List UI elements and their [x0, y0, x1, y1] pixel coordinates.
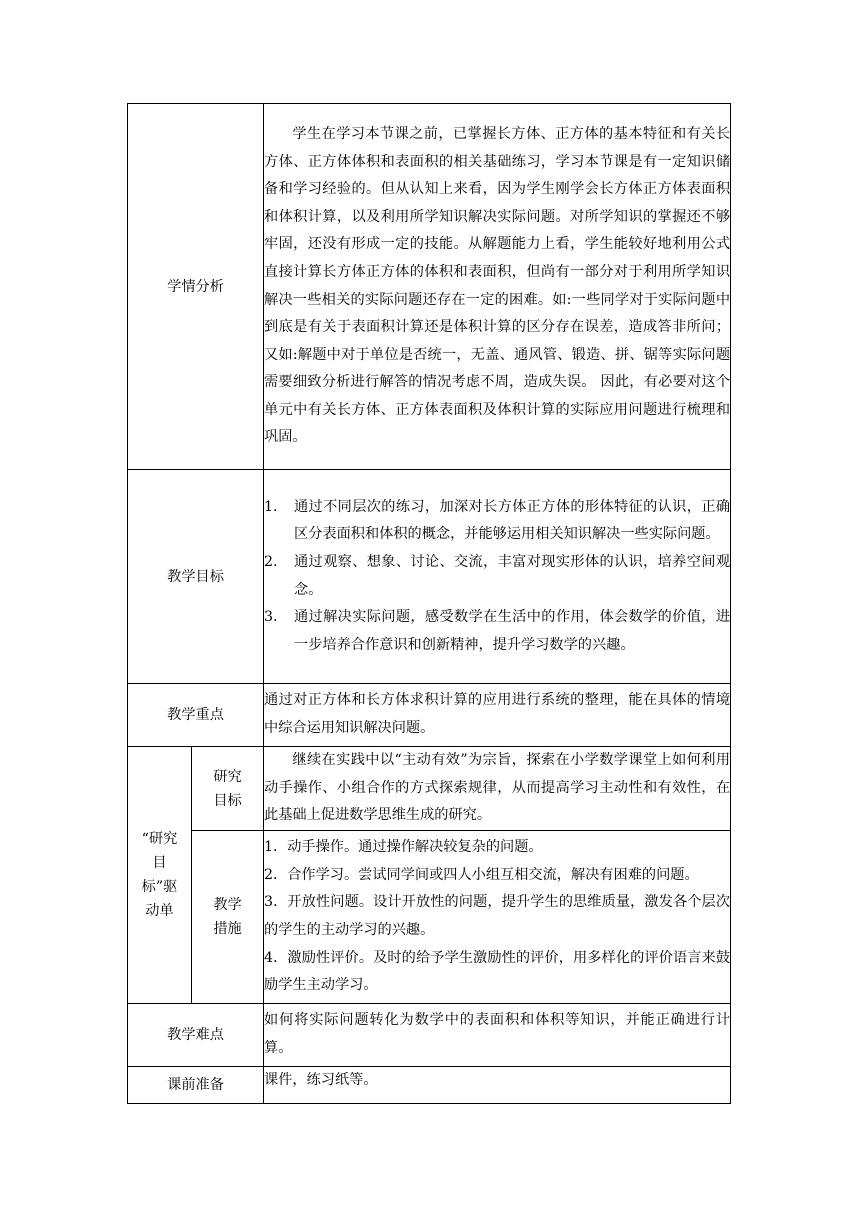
- goal-text: 通过观察、想象、讨论、交流，丰富对现实形体的认识，培养空间观念。: [294, 553, 731, 598]
- measures-label: [192, 831, 264, 1004]
- goals-label: 教学目标: [128, 470, 264, 684]
- focus-label: 教学重点: [128, 684, 264, 747]
- row-teaching-difficulty: [128, 1004, 731, 1067]
- difficulty-text: 如何将实际问题转化为数学中的表面积和体积等知识，并能正确进行计算。: [264, 1012, 731, 1056]
- difficulty-label: 教学难点: [128, 1004, 264, 1067]
- prep-text: 课件，练习纸等。: [264, 1072, 378, 1088]
- situation-text: 学生在学习本节课之前，已掌握长方体、正方体的基本特征和有关长方体、正方体体积和表面积的相关基础练习，学习本节课是有一定知识储备和学习经验的。但从认知上来看，因为学生刚学会长方体正方体表面积和体积计算，以及利用所学知识解决实际问题。对所学知识的掌握还不够牢固，还没有形成一定的技能。从解题能力上看，学生能较好地利用公式直接计算长方体正方体的体积和表面积，但尚有一部分对于利用所学知识解决一些相关的实际问题还存在一定的困难。如:一些同学对于实际问题中到底是有关于表面积计算还是体积计算的区分存在误差，造成答非所问；又如:解题中对于单位是否统一，无盖、通风管、锻造、拼、锯等实际问题需要细致分析进行解答的情况考虑不周，造成失误。 因此，有必要对这个单元中有关长方体、正方体表面积及体积计算的实际应用问题进行梳理和巩固。: [264, 125, 731, 446]
- research-goal-text: 继续在实践中以“主动有效”为宗旨，探索在小学数学课堂上如何利用动手操作、小组合作的方式探索规律，从而提高学习主动性和有效性，在此基础上促进数学思维生成的研究。: [264, 752, 731, 824]
- measures-content: [264, 831, 731, 1004]
- measure-item: 1．动手操作。通过操作解决较复杂的问题。: [264, 839, 543, 856]
- row-preparation: [128, 1067, 731, 1104]
- goal-item: [264, 604, 730, 659]
- row-research-goal: [128, 747, 731, 831]
- goals-content: [264, 470, 731, 684]
- goal-number: 1.: [264, 498, 278, 515]
- row-situation-analysis: [128, 104, 731, 470]
- focus-text: 通过对正方体和长方体求积计算的应用进行系统的整理，能在具体的情境中综合运用知识解决问题。: [264, 692, 731, 736]
- driver-label: [128, 747, 192, 1004]
- goal-number: 2.: [264, 553, 278, 570]
- measure-item: 2．合作学习。尝试同学间或四人小组互相交流，解决有困难的问题。: [264, 866, 699, 883]
- row-teaching-goals: [128, 470, 731, 684]
- measures-label-text: 教学措施: [213, 897, 242, 937]
- goal-item: [264, 549, 730, 604]
- driver-label-text: “研究目标”驱动单: [141, 831, 178, 919]
- measure-item: 4．激励性评价。及时的给予学生激励性的评价，用多样化的评价语言来鼓励学生主动学习。: [264, 949, 731, 994]
- lesson-plan-table: [127, 103, 731, 1104]
- row-teaching-measures: [128, 831, 731, 1004]
- situation-label: 学情分析: [128, 104, 264, 470]
- goal-text: 通过解决实际问题，感受数学在生活中的作用，体会数学的价值，进一步培养合作意识和创新精神，提升学习数学的兴趣。: [294, 609, 731, 653]
- prep-label: 课前准备: [128, 1067, 264, 1104]
- situation-content: [264, 104, 731, 470]
- goal-item: [264, 494, 730, 549]
- research-goal-label: [192, 747, 264, 831]
- goal-text: 通过不同层次的练习，加深对长方体正方体的形体特征的认识，正确区分表面积和体积的概念，并能够运用相关知识解决一些实际问题。: [294, 498, 731, 543]
- focus-content: [264, 684, 731, 747]
- measure-item: 3．开放性问题。设计开放性的问题，提升学生的思维质量，激发各个层次的学生的主动学习的兴趣。: [264, 894, 731, 938]
- prep-content: [264, 1067, 731, 1104]
- research-goal-label-text: 研究目标: [213, 768, 242, 809]
- difficulty-content: [264, 1004, 731, 1067]
- row-teaching-focus: [128, 684, 731, 747]
- research-goal-content: [264, 747, 731, 831]
- goal-number: 3.: [264, 609, 278, 626]
